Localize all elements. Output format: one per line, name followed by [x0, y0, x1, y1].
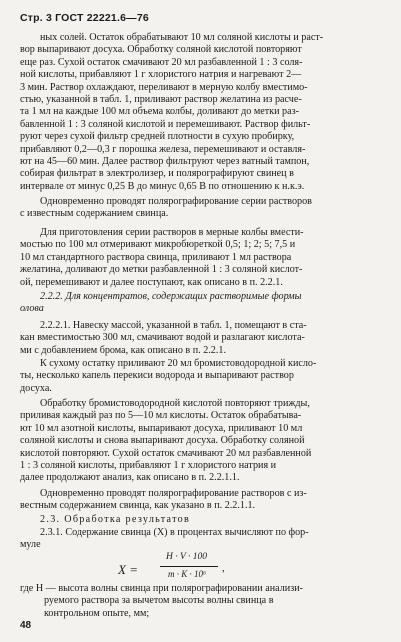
text-line: Для приготовления серии растворов в мерные колбы вмести-: [40, 227, 304, 238]
text-line: руют через сухой фильтр средней плотности в сухую пробирку,: [20, 131, 295, 143]
text-line: кан вместимостью 300 мл, смачивают водой и разлагают кислота-: [20, 332, 305, 344]
paragraph-9: [20, 527, 388, 552]
fraction-bar: [160, 566, 218, 567]
paragraph-1: [20, 32, 388, 193]
text-line: где H — высота волны свинца при полярографировании анализи-: [20, 583, 304, 594]
text-line: ной кислоты, прибавляют 1 г хлористого натрия и нагревают 2—: [20, 69, 302, 81]
text-line: еще раз. Сухой остаток смачивают 20 мл разбавленной 1 : 3 соля-: [20, 56, 303, 68]
text-line: соляной кислоты и снова выпаривают досуха. Обработку соляной: [20, 435, 305, 447]
text-line: К сухому остатку приливают 20 мл бромистоводородной кисло-: [40, 358, 317, 369]
text-line: интервале от минус 0,25 В до минус 0,65 В по отношению к н.к.э.: [20, 180, 305, 192]
paragraph-6: [20, 358, 388, 395]
paragraph-3: [20, 227, 388, 289]
text-line: стью, указанной в табл. 1, приливают раствор желатина из расче-: [20, 94, 302, 106]
text-line: 2.3. Обработка результатов: [40, 514, 191, 525]
text-line: прибавляют 0,2—0,3 г порошка железа, перемешивают и оставля-: [20, 143, 306, 155]
text-line: собирая фильтрат в электролизер, и полярографируют свинец в: [20, 168, 294, 180]
text-line: бавленной 1 : 3 соляной кислотой и перемешивают. Раствор фильт-: [20, 118, 311, 130]
text-line: Одновременно проводят полярографирование серии растворов: [40, 196, 312, 207]
text-line: 2.2.2.1. Навеску массой, указанной в табл. 1, помещают в ста-: [40, 320, 307, 331]
text-line: 2.3.1. Содержание свинца (X) в процентах вычисляют по фор-: [40, 527, 309, 538]
paragraph-8: [20, 488, 388, 513]
text-line: кислотой повторяют. Сухой остаток смачивают 20 мл разбавленной: [20, 447, 312, 459]
text-line: Обработку бромистоводородной кислотой повторяют трижды,: [40, 398, 310, 409]
formula-denominator: m · K · 10⁶: [168, 569, 207, 579]
text-line: мостью по 100 мл отмеривают микробюреткой 0,5; 1; 2; 5; 7,5 и: [20, 239, 296, 251]
text-line: ют на 45—60 мин. Далее раствор фильтруют через ватный тампон,: [20, 156, 310, 168]
text-line: контрольном опыте, мм;: [44, 607, 150, 619]
text-line: 10 мл стандартного раствора свинца, приливают 1 мл раствора: [20, 251, 292, 263]
text-line: олова: [20, 303, 44, 315]
paragraph-7: [20, 398, 388, 485]
subsection-heading-2-2-2: [20, 291, 388, 316]
text-line: 1 : 3 соляной кислоты, прибавляют 1 г хлористого натрия и: [20, 460, 277, 472]
text-line: вестным содержанием свинца, как указано в п. 2.2.1.1.: [20, 500, 256, 512]
text-line: вор выпаривают досуха. Обработку соляной кислотой повторяют: [20, 44, 302, 56]
formula-comma: ,: [222, 562, 225, 574]
text-line: приливая каждый раз по 5—10 мл кислоты. Остаток обрабатыва-: [20, 410, 302, 422]
text-line: ных солей. Остаток обрабатывают 10 мл соляной кислоты и раст-: [40, 32, 324, 43]
formula-numerator: H · V · 100: [166, 552, 207, 562]
text-line: та 1 мл на каждые 100 мл объема колбы, доливают до метки раз-: [20, 106, 299, 118]
text-line: ют 10 мл азотной кислоты, выпаривают досуха, приливают 10 мл: [20, 422, 303, 434]
text-line: руемого раствора за вычетом высоты волны свинца в: [44, 595, 274, 607]
formula: [0, 550, 401, 586]
text-line: Одновременно проводят полярографирование растворов с из-: [40, 488, 307, 499]
text-line: ми с добавлением брома, как описано в п. 2.2.1.: [20, 344, 226, 356]
text-line: ой, перемешивают и далее поступают, как описано в п. 2.2.1.: [20, 276, 283, 288]
page-number: 48: [20, 620, 32, 631]
paragraph-2: [20, 196, 388, 221]
page-header: Стр. 3 ГОСТ 22221.6—76: [20, 12, 149, 24]
paragraph-10: [20, 583, 388, 620]
text-line: желатина, доливают до метки разбавленной 1 : 3 соляной кислот-: [20, 264, 303, 276]
text-line: ты, несколько капель перекиси водорода и выпаривают раствор: [20, 370, 294, 382]
text-line: 3 мин. Раствор охлаждают, переливают в мерную колбу вместимо-: [20, 81, 308, 93]
section-heading-2-3: [20, 514, 388, 526]
text-line: с известным содержанием свинца.: [20, 208, 169, 220]
text-line: 2.2.2. Для концентратов, содержащих растворимые формы: [40, 291, 302, 302]
paragraph-5: [20, 320, 388, 357]
text-line: далее продолжают анализ, как описано в п. 2.2.1.1.: [20, 472, 240, 484]
text-line: муле: [20, 539, 41, 551]
formula-lhs: X =: [118, 562, 138, 577]
text-line: досуха.: [20, 382, 52, 394]
